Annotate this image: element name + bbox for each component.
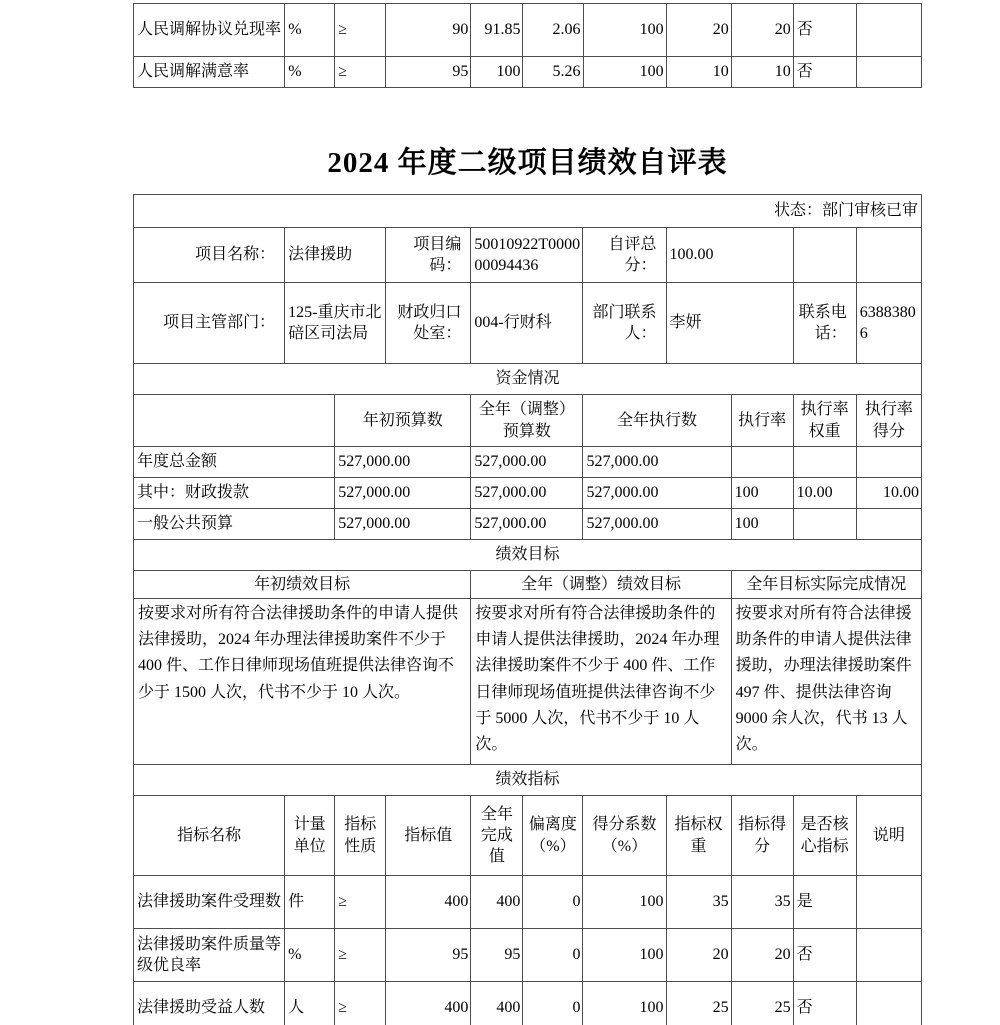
col-indicator-name: 指标名称	[134, 796, 285, 876]
section-row	[134, 540, 922, 571]
supervising-dept-label: 项目主管部门：	[134, 283, 285, 364]
empty-cell	[793, 228, 856, 283]
adjusted-goal-text: 按要求对所有符合法律援助条件的申请人提供法律援助，2024 年办理法律援助案件不少于 400 件、工作日律师现场值班提供法律咨询不少于 5000 人次，代书不少于 10 人次。	[471, 599, 731, 765]
indicator-name: 法律援助受益人数	[134, 982, 285, 1025]
indicator-name: 法律援助案件质量等级优良率	[134, 929, 285, 982]
indicator-weight: 20	[666, 4, 731, 57]
indicator-name: 人民调解满意率	[134, 57, 285, 88]
funding-initial: 527,000.00	[335, 447, 471, 478]
document-page	[133, 0, 922, 1025]
funding-rate-score	[856, 447, 921, 478]
indicator-target: 90	[386, 4, 471, 57]
table-row	[134, 4, 922, 57]
col-score: 指标得分	[731, 796, 793, 876]
project-info-row-2	[134, 283, 922, 364]
funding-rate-score	[856, 509, 921, 540]
contact-person-value: 李妍	[666, 283, 793, 364]
indicator-score-coef: 100	[583, 4, 666, 57]
funding-rate: 100	[731, 478, 793, 509]
indicator-deviation: 0	[523, 876, 583, 929]
empty-header-cell	[134, 395, 335, 447]
funding-adjusted: 527,000.00	[471, 447, 583, 478]
indicator-weight: 10	[666, 57, 731, 88]
self-score-value: 100.00	[666, 228, 793, 283]
project-info-row-1	[134, 228, 922, 283]
funding-executed: 527,000.00	[583, 509, 731, 540]
indicator-deviation: 5.26	[523, 57, 583, 88]
indicator-nature: ≥	[335, 57, 386, 88]
indicator-core: 否	[793, 57, 856, 88]
finance-office-label: 财政归口处室：	[386, 283, 471, 364]
indicator-completed: 400	[471, 876, 523, 929]
indicator-score: 10	[731, 57, 793, 88]
col-core: 是否核心指标	[793, 796, 856, 876]
empty-cell	[856, 228, 921, 283]
funding-row-label: 一般公共预算	[134, 509, 335, 540]
indicator-name: 人民调解协议兑现率	[134, 4, 285, 57]
supervising-dept-value: 125-重庆市北碚区司法局	[285, 283, 386, 364]
indicator-note	[856, 982, 921, 1025]
funding-rate-weight	[793, 509, 856, 540]
funding-rate-weight	[793, 447, 856, 478]
indicator-score: 35	[731, 876, 793, 929]
previous-indicators-table	[133, 3, 922, 88]
goals-text-row	[134, 599, 922, 765]
table-row	[134, 929, 922, 982]
col-weight: 指标权重	[666, 796, 731, 876]
indicator-completed: 91.85	[471, 4, 523, 57]
funding-row	[134, 509, 922, 540]
indicator-unit: 件	[285, 876, 335, 929]
table-row	[134, 57, 922, 88]
col-adjusted-goal: 全年（调整）绩效目标	[471, 571, 731, 599]
indicator-score: 25	[731, 982, 793, 1025]
initial-goal-text: 按要求对所有符合法律援助条件的申请人提供法律援助，2024 年办理法律援助案件不少于 400 件、工作日律师现场值班提供法律咨询不少于 1500 人次，代书不少于 10 人次。	[134, 599, 471, 765]
funding-initial: 527,000.00	[335, 509, 471, 540]
indicator-deviation: 0	[523, 929, 583, 982]
finance-office-value: 004-行财科	[471, 283, 583, 364]
indicator-weight: 20	[666, 929, 731, 982]
indicator-core: 否	[793, 4, 856, 57]
funding-row-label: 其中：财政拨款	[134, 478, 335, 509]
indicator-deviation: 2.06	[523, 4, 583, 57]
goals-header-row	[134, 571, 922, 599]
self-score-label: 自评总分：	[583, 228, 666, 283]
indicator-target: 400	[386, 982, 471, 1025]
indicator-target: 95	[386, 929, 471, 982]
funding-rate-score: 10.00	[856, 478, 921, 509]
funding-executed: 527,000.00	[583, 478, 731, 509]
table-row	[134, 982, 922, 1025]
col-actual-completion: 全年目标实际完成情况	[731, 571, 921, 599]
indicator-name: 法律援助案件受理数	[134, 876, 285, 929]
indicator-unit: 人	[285, 982, 335, 1025]
col-unit: 计量单位	[285, 796, 335, 876]
indicator-score: 20	[731, 929, 793, 982]
col-note: 说明	[856, 796, 921, 876]
col-nature: 指标性质	[335, 796, 386, 876]
indicator-target: 95	[386, 57, 471, 88]
indicators-header-row	[134, 796, 922, 876]
indicator-completed: 400	[471, 982, 523, 1025]
section-row	[134, 765, 922, 796]
indicator-unit: %	[285, 929, 335, 982]
funding-section-title: 资金情况	[134, 364, 922, 395]
indicator-nature: ≥	[335, 876, 386, 929]
status-row	[134, 195, 922, 228]
goals-section-title: 绩效目标	[134, 540, 922, 571]
indicator-score-coef: 100	[583, 929, 666, 982]
col-rate-weight: 执行率权重	[793, 395, 856, 447]
col-initial-budget: 年初预算数	[335, 395, 471, 447]
actual-completion-text: 按要求对所有符合法律援助条件的申请人提供法律援助，办理法律援助案件 497 件、提供法律咨询 9000 余人次，代书 13 人次。	[731, 599, 921, 765]
status-text: 状态：部门审核已审	[134, 195, 922, 228]
col-initial-goal: 年初绩效目标	[134, 571, 471, 599]
indicator-weight: 35	[666, 876, 731, 929]
indicator-nature: ≥	[335, 4, 386, 57]
col-adjusted-budget: 全年（调整）预算数	[471, 395, 583, 447]
col-target-value: 指标值	[386, 796, 471, 876]
phone-value: 63883806	[856, 283, 921, 364]
project-code-label: 项目编码：	[386, 228, 471, 283]
funding-row	[134, 447, 922, 478]
indicator-completed: 95	[471, 929, 523, 982]
project-name-value: 法律援助	[285, 228, 386, 283]
indicator-core: 是	[793, 876, 856, 929]
indicator-nature: ≥	[335, 982, 386, 1025]
indicator-note	[856, 57, 921, 88]
indicator-target: 400	[386, 876, 471, 929]
section-row	[134, 364, 922, 395]
project-code-value: 50010922T000000094436	[471, 228, 583, 283]
col-score-coef: 得分系数（%）	[583, 796, 666, 876]
phone-label: 联系电话：	[793, 283, 856, 364]
funding-adjusted: 527,000.00	[471, 509, 583, 540]
project-name-label: 项目名称：	[134, 228, 285, 283]
table-row	[134, 876, 922, 929]
indicator-deviation: 0	[523, 982, 583, 1025]
col-execution-rate: 执行率	[731, 395, 793, 447]
col-rate-score: 执行率得分	[856, 395, 921, 447]
funding-initial: 527,000.00	[335, 478, 471, 509]
indicator-score-coef: 100	[583, 57, 666, 88]
funding-rate	[731, 447, 793, 478]
indicator-note	[856, 929, 921, 982]
contact-person-label: 部门联系人：	[583, 283, 666, 364]
indicator-score-coef: 100	[583, 876, 666, 929]
funding-rate-weight: 10.00	[793, 478, 856, 509]
indicator-note	[856, 876, 921, 929]
funding-header-row	[134, 395, 922, 447]
funding-row-label: 年度总金额	[134, 447, 335, 478]
self-evaluation-table	[133, 194, 922, 1025]
funding-row	[134, 478, 922, 509]
indicator-score-coef: 100	[583, 982, 666, 1025]
funding-adjusted: 527,000.00	[471, 478, 583, 509]
funding-rate: 100	[731, 509, 793, 540]
col-executed: 全年执行数	[583, 395, 731, 447]
indicators-section-title: 绩效指标	[134, 765, 922, 796]
col-completed-value: 全年完成值	[471, 796, 523, 876]
indicator-nature: ≥	[335, 929, 386, 982]
indicator-core: 否	[793, 982, 856, 1025]
indicator-note	[856, 4, 921, 57]
indicator-core: 否	[793, 929, 856, 982]
indicator-score: 20	[731, 4, 793, 57]
indicator-unit: %	[285, 57, 335, 88]
page-title: 2024 年度二级项目绩效自评表	[327, 147, 728, 179]
col-deviation: 偏离度（%）	[523, 796, 583, 876]
funding-executed: 527,000.00	[583, 447, 731, 478]
indicator-unit: %	[285, 4, 335, 57]
indicator-weight: 25	[666, 982, 731, 1025]
indicator-completed: 100	[471, 57, 523, 88]
